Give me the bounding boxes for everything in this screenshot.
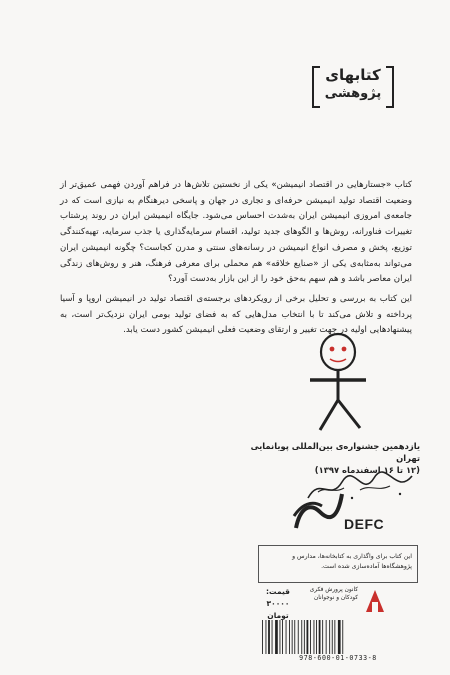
barcode-bar: [316, 620, 317, 654]
barcode-icon: [258, 620, 418, 654]
barcode-bar: [326, 620, 327, 654]
barcode-bar: [268, 620, 270, 654]
barcode-bar: [314, 620, 315, 654]
barcode-bar: [272, 620, 273, 654]
series-logo-line2: پژوهشی: [324, 86, 382, 101]
info-box-text: این کتاب برای واگذاری به کتابخانه‌ها، مدارس و پژوهشگاه‌ها آماده‌سازی شده است.: [292, 553, 412, 570]
barcode-bar: [307, 620, 309, 654]
price-label: قیمت:: [266, 587, 290, 596]
barcode-bar: [338, 620, 341, 654]
barcode-bar: [286, 620, 287, 654]
barcode-bar: [322, 620, 323, 654]
barcode-bar: [332, 620, 333, 654]
logo-bracket-right: [386, 66, 394, 108]
info-box: [258, 545, 418, 583]
price-value: ۳۰۰۰۰ تومان: [266, 599, 290, 620]
barcode-bar: [304, 620, 305, 654]
description-paragraph-1: کتاب «جستارهایی در اقتصاد انیمیشن» یکی از نخستین تلاش‌ها در فراهم آوردن فهمی عمیق‌تر از وضعیت اقتصاد تولید انیمیشن حرفه‌ای و تجاری در جهان و پاسخی دیرهنگام به نیازی است که در جامعه‌ی امروزی انیمیشن ایران به‌شدت احساس می‌شود. جایگاه انیمیشن ایران در روند پرشتاب تغییرات فناورانه، روش‌ها و الگوهای جدید تولید، اقسام سرمایه‌گذاری یا جذب سرمایه، تهیه‌کنندگی توزیع، پخش و مصرف انواع انیمیشن در رسانه‌های سنتی و مدرن کجاست؟ چگونه انیمیشن ایران می‌تواند به‌مثابه‌ی یکی از «صنایع خلاقه» هم محملی برای معرفی فرهنگ، هنر و روش‌های زندگی ایران معاصر باشد و هم سهم به‌حق خود را از این بازار به‌دست آورد؟: [60, 180, 412, 285]
defc-logo-icon: [290, 488, 346, 532]
barcode-bar: [294, 620, 295, 654]
barcode-bar: [262, 620, 263, 654]
publisher-name-line1: کانون پرورش فکری: [309, 587, 358, 593]
barcode-bar: [280, 620, 281, 654]
book-description: [60, 178, 412, 339]
series-logo: [312, 64, 394, 108]
festival-dates: (۱۲ تا ۱۶ اسفندماه ۱۳۹۷): [314, 465, 420, 475]
barcode-bar: [266, 620, 267, 654]
festival-mascot-icon: [298, 330, 378, 436]
barcode-bar: [275, 620, 278, 654]
series-logo-line1: کتابهای: [325, 66, 381, 84]
logo-bracket-left: [312, 66, 320, 108]
defc-label: DEFC: [344, 516, 385, 532]
barcode-bar: [319, 620, 321, 654]
barcode-bar: [310, 620, 311, 654]
description-paragraph-2: این کتاب به بررسی و تحلیل برخی از رویکردهای برجسته‌ی اقتصاد تولید در انیمیشن اروپا و آسیا پرداخته و تلاش می‌کند تا با انتخاب مدل‌هایی که به فضای تولید بومی ایران نزدیک‌تر است، به پیشنهادهایی اولیه در جهت تغییر و ارتقای وضعیت فعلی انیمیشن کشور دست یابد.: [60, 293, 412, 336]
price-block: [258, 586, 298, 622]
publisher-name-line2: کودکان و نوجوانان: [313, 595, 358, 601]
publisher-name: [300, 586, 358, 602]
barcode-bar: [301, 620, 302, 654]
barcode-bar: [292, 620, 293, 654]
barcode-bar: [342, 620, 343, 654]
barcode-bar: [289, 620, 290, 654]
barcode-bar: [282, 620, 283, 654]
publisher-logo-icon: [362, 586, 388, 616]
barcode-bar: [298, 620, 299, 654]
isbn-number: 978-600-01-0733-8: [299, 654, 377, 662]
barcode-bar: [329, 620, 330, 654]
barcode-bar: [334, 620, 335, 654]
festival-title: یازدهمین جشنواره‌ی بین‌المللی پویانمایی تهران: [250, 441, 420, 463]
